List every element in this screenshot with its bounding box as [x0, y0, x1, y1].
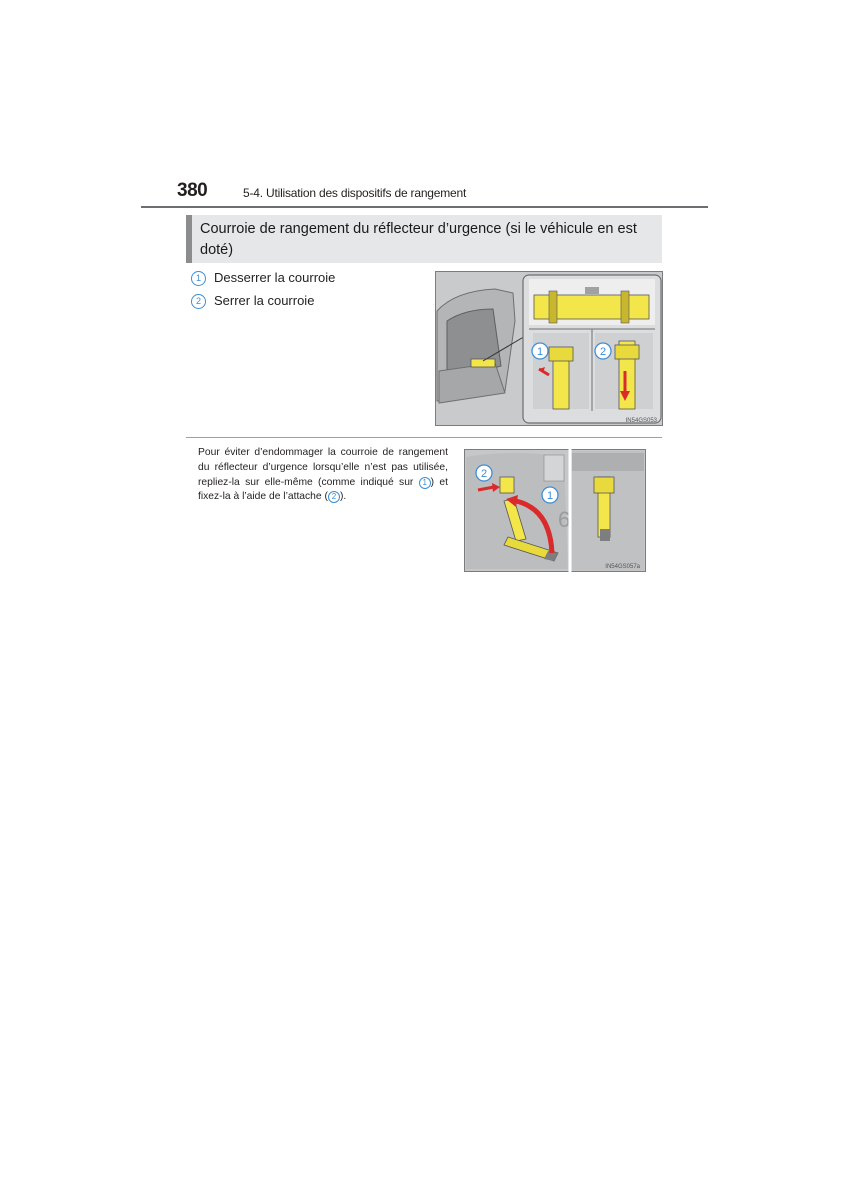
section-header: 5-4. Utilisation des dispositifs de rangement: [243, 186, 467, 200]
marker-1-label: 1: [536, 346, 544, 358]
step-number-badge: 1: [191, 271, 206, 286]
folded-strap-illustration: [572, 451, 644, 570]
section-title-text: Courroie de rangement du réflecteur d’urgence (si le véhicule en est doté): [200, 221, 637, 258]
step-number-badge: 2: [191, 294, 206, 309]
marker-label: 2: [480, 468, 488, 480]
note-paragraph: [198, 446, 448, 505]
figure-code: IN54GS057a: [605, 564, 640, 570]
figure-strap-folding: [464, 449, 646, 572]
ref-marker-1: 1: [419, 477, 431, 489]
reflector-case-illustration: [529, 279, 655, 325]
step-item-2: [191, 292, 314, 310]
note-text: ).: [339, 491, 347, 503]
step-label: Desserrer la courroie: [214, 270, 336, 285]
section-divider: [186, 437, 662, 438]
marker-1-icon: [532, 343, 548, 359]
svg-text:6: 6: [558, 507, 571, 532]
marker-2-label: 2: [599, 346, 607, 358]
note-text: Pour éviter d’endommager la courroie de rangement du réflecteur d’urgence lorsqu’elle n’est pas utilisée, repliez-la sur elle-même (comme indiqué sur: [198, 447, 448, 488]
step-item-1: [191, 269, 335, 287]
marker-label: 1: [546, 490, 554, 502]
figure-strap-overview: [435, 271, 663, 426]
header-divider: [141, 206, 708, 208]
section-title: [186, 215, 662, 263]
marker-2-icon: [595, 343, 611, 359]
marker-2-icon: [476, 465, 492, 481]
figure-code: IN54GS053: [625, 418, 657, 424]
ref-marker-2: 2: [328, 491, 340, 503]
step-label: Serrer la courroie: [214, 293, 315, 308]
page-number: 380: [177, 180, 208, 201]
marker-1-icon: [542, 487, 558, 503]
note-text: ) et fixez-la à l’aide de l’attache (: [198, 476, 448, 503]
